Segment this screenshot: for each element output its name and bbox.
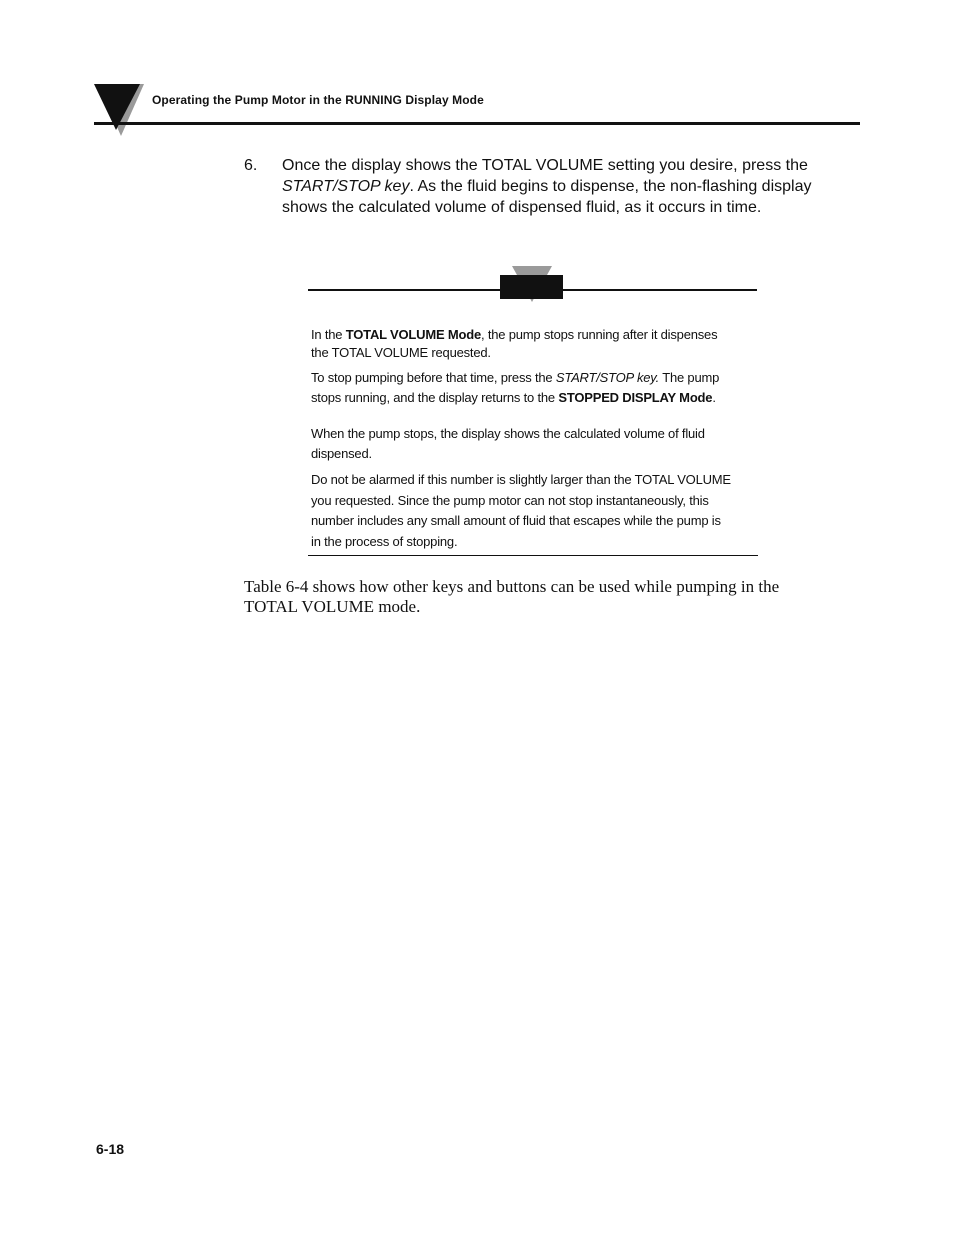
running-header-title: Operating the Pump Motor in the RUNNING Display Mode: [152, 93, 484, 107]
note-bottom-rule: [308, 555, 758, 556]
note-paragraph: In the TOTAL VOLUME Mode, the pump stops running after it dispenses the TOTAL VOLUME requested.: [311, 327, 718, 360]
step-text: [282, 155, 842, 218]
stopped-display-mode-ref: STOPPED DISPLAY Mode: [558, 390, 713, 405]
table-reference-paragraph: Table 6-4 shows how other keys and buttons can be used while pumping in the TOTAL VOLUME mode.: [244, 577, 780, 616]
note-paragraph: To stop pumping before that time, press the START/STOP key. The pump stops running, and the display returns to the STOPPED DISPLAY Mode.: [311, 370, 720, 405]
note-top-rule: [308, 289, 500, 291]
start-stop-key-ref: START/STOP key: [282, 178, 410, 195]
note-marker-icon: [498, 266, 566, 306]
header-triangle-icon: [94, 84, 144, 136]
note-paragraph: When the pump stops, the display shows the calculated volume of fluid dispensed.: [311, 426, 705, 461]
step-line: shows the calculated volume of dispensed fluid, as it occurs in time.: [282, 199, 762, 216]
total-volume-mode-ref: TOTAL VOLUME Mode: [345, 327, 482, 342]
step-line: START/STOP key. As the fluid begins to dispense, the non-flashing display: [282, 178, 812, 195]
step-line: Once the display shows the TOTAL VOLUME setting you desire, press the: [282, 157, 808, 174]
note-paragraph: Do not be alarmed if this number is slightly larger than the TOTAL VOLUME you requested. Since the pump motor can not stop instantaneously, this number includes any small amount of fluid that escapes while the pump is in the process of stopping.: [311, 472, 731, 549]
step-number: 6.: [244, 157, 258, 174]
header-rule: [94, 122, 860, 125]
page-number: 6-18: [96, 1141, 125, 1157]
note-top-rule: [563, 289, 757, 291]
start-stop-key-ref: START/STOP key.: [555, 370, 660, 385]
